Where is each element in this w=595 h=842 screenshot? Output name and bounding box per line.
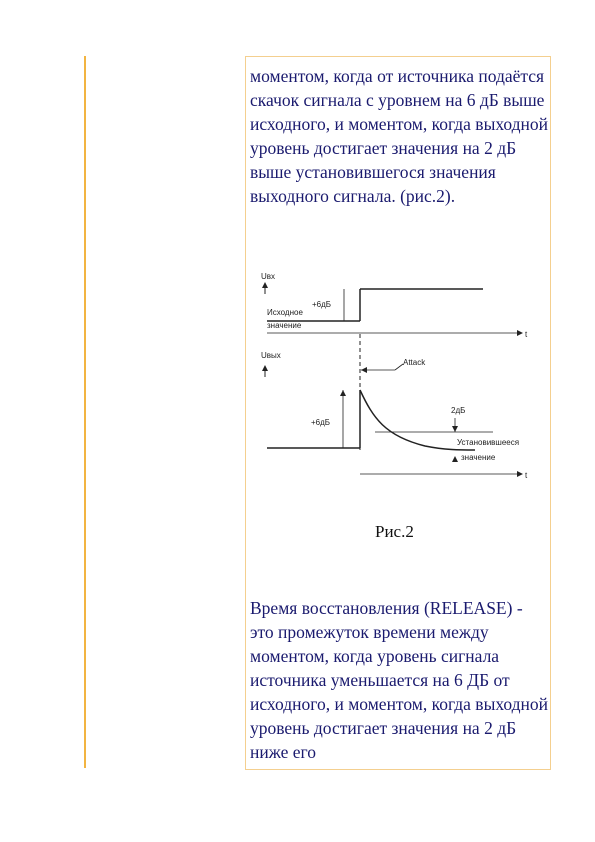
output-axis-label: Uвых	[261, 351, 281, 360]
input-axis-label: Uвх	[261, 272, 276, 281]
input-axis-arrow-head	[262, 282, 268, 288]
initial-label-1: Исходное	[267, 308, 303, 317]
initial-label-2: значение	[267, 321, 302, 330]
time-axis-bottom-arrow	[517, 471, 523, 477]
offset-arrow-head	[452, 426, 458, 432]
paragraph-attack-definition: моментом, когда от источника подаётся скачок сигнала с уровнем на 6 дБ выше исходного, и моментом, когда выходной уровень достигает значения на 2 дБ выше установившегося значения выходного сигнала. (рис.2).	[250, 66, 549, 206]
output-step-arrow-head	[340, 390, 346, 396]
time-label-top: t	[525, 330, 528, 339]
attack-leader	[395, 364, 403, 370]
offset-label: 2дБ	[451, 406, 466, 415]
attack-arrow-head	[361, 367, 367, 373]
paragraph-release-definition: Время восстановления (RELEASE) - это промежуток времени между моментом, когда уровень сигнала источника уменьшается на 6 ДБ от исходного, и моментом, когда выходной уровень достигает значения на 2 дБ ниже его	[250, 598, 549, 762]
figure-attack-diagram	[255, 268, 535, 488]
figure-caption: Рис.2	[375, 522, 414, 541]
attack-label: Attack	[403, 358, 426, 367]
left-margin-rule	[84, 56, 86, 768]
time-label-bottom: t	[525, 471, 528, 480]
input-step-label: +6дБ	[312, 300, 332, 309]
output-step-label: +6дБ	[311, 418, 331, 427]
steady-arrow-head	[452, 456, 458, 462]
time-axis-top-arrow	[517, 330, 523, 336]
steady-label-1: Установившееся	[457, 438, 520, 447]
steady-label-2: значение	[461, 453, 496, 462]
